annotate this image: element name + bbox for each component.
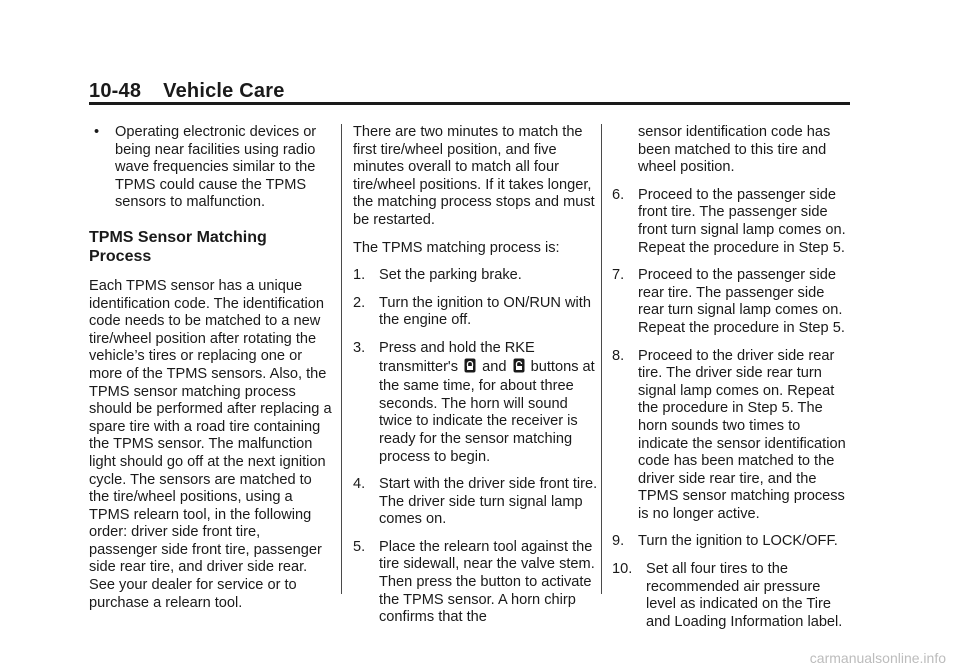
step-number: 9. [612,533,625,550]
step-6 [612,187,852,257]
step-text: buttons at the same time, for about three seconds. The horn will sound twice to indicate the receiver is ready for the sensor matching process to begin. [379,358,595,465]
step-text: Turn the ignition to LOCK/OFF. [638,533,838,550]
step-7 [612,267,852,337]
step-1 [353,267,598,285]
step-2 [353,295,598,330]
step-8 [612,348,852,524]
watermark: carmanualsonline.info [809,650,946,666]
step-text: Set all four tires to the recommended air pressure level as indicated on the Tire and Loading Information label. [646,561,843,630]
body-paragraph: Each TPMS sensor has a unique identification code. The identification code needs to be matched to a new tire/wheel position after rotating the vehicle’s tires or replacing one or more of the TPMS sensors. Also, the TPMS sensor matching process should be performed after replacing a spare tire with a road tire containing the TPMS sensor. The malfunction light should go off at the next ignition cycle. The sensors are matched to the tire/wheel positions, using a TPMS relearn tool, in the following order: driver side front tire, passenger side front tire, passenger side rear tire, and driver side rear. See your dealer for service or to purchase a relearn tool. [89,277,332,611]
continued-text: sensor identification code has been matched to this tire and wheel position. [638,124,831,176]
step-text: and [482,358,507,375]
step-number: 5. [353,538,366,555]
header-rule [89,102,850,105]
column-3 [612,124,852,641]
column-divider [341,124,342,594]
step-text: Press and hold the RKE transmitter's [379,339,535,375]
step-number: 4. [353,476,366,493]
step-3 [353,340,598,466]
step-number: 2. [353,294,366,311]
step-number: 7. [612,267,625,284]
column-divider [601,124,602,594]
step-number: 3. [353,339,366,356]
step-number: 1. [353,267,366,284]
step-text: Turn the ignition to ON/RUN with the engine off. [379,294,591,329]
page-number: 10-48 [89,80,142,102]
step-text: Proceed to the passenger side rear tire. The passenger side rear turn signal lamp comes on. Repeat the procedure in Step 5. [638,267,845,336]
step-number: 8. [612,347,625,364]
step-text: Proceed to the driver side rear tire. The driver side rear turn signal lamp comes on. Repeat the procedure in Step 5. The horn sounds two times to indicate the sensor identification code has been matched to the driver side rear tire, and the TPMS sensor matching process is no longer active. [638,347,846,522]
bullet-dot-icon: • [94,124,100,140]
bullet-text: Operating electronic devices or being near facilities using radio wave frequencies similar to the TPMS could cause the TPMS sensors to malfunction. [115,124,317,211]
step-4 [353,476,598,529]
page-header [89,80,285,103]
unlock-icon [513,358,525,379]
section-heading: TPMS Sensor Matching Process [89,228,267,265]
bullet-item [89,124,332,212]
step-text: Start with the driver side front tire. The driver side turn signal lamp comes on. [379,476,598,528]
step-text: Set the parking brake. [379,267,522,284]
intro-paragraph: There are two minutes to match the first tire/wheel position, and five minutes overall to match all four tire/wheel positions. If it takes longer, the matching process stops and must be restarted. [353,124,595,228]
step-number: 6. [612,186,625,203]
step-5 [353,539,598,627]
section-title: Vehicle Care [163,80,285,102]
step-text: Place the relearn tool against the tire sidewall, near the valve stem. Then press the button to activate the TPMS sensor. A horn chirp confirms that the [379,538,595,626]
step-text: Proceed to the passenger side front tire. The passenger side front turn signal lamp comes on. Repeat the procedure in Step 5. [638,186,846,256]
step-10 [612,561,852,631]
lock-icon [464,358,476,379]
step-number: 10. [612,561,633,578]
column-2 [353,124,598,637]
column-1 [89,124,332,622]
step-9 [612,533,852,551]
lead-text: The TPMS matching process is: [353,239,560,256]
